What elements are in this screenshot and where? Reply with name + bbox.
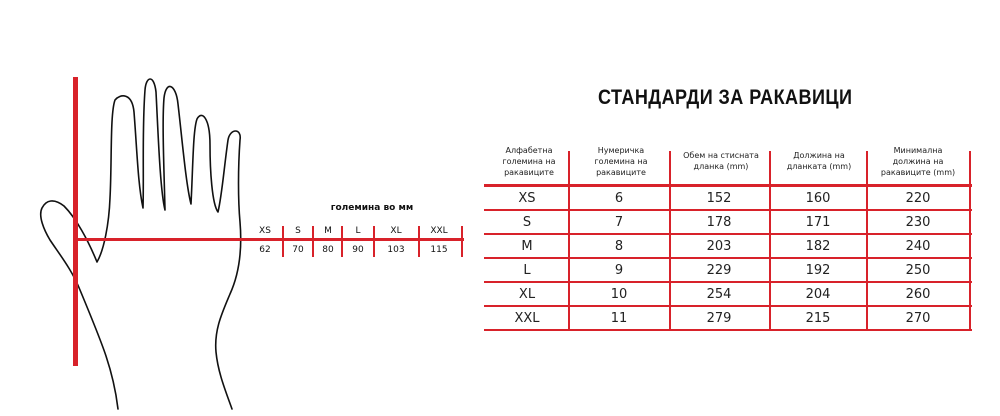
side-measure-bar — [73, 77, 78, 366]
scale-mm-value: 70 — [292, 245, 304, 255]
table-separator — [568, 151, 570, 331]
page-title: СТАНДАРДИ ЗА РАКАВИЦИ — [598, 86, 853, 109]
table-cell: 9 — [614, 263, 624, 278]
table-cell: XL — [518, 287, 536, 302]
table-cell: 254 — [706, 287, 732, 302]
scale-mm-value: 115 — [430, 245, 448, 255]
table-cell: 230 — [905, 215, 931, 230]
table-cell: M — [521, 239, 533, 254]
column-header-min-length: Минимална должина на ракавиците (mm) — [880, 145, 956, 177]
scale-mm-value: 62 — [259, 245, 271, 255]
table-cell: 260 — [905, 287, 931, 302]
scale-mm-value: 103 — [387, 245, 405, 255]
table-separator — [866, 151, 868, 331]
scale-size-label: M — [324, 226, 332, 236]
table-cell: 11 — [610, 311, 628, 326]
table-cell: 240 — [905, 239, 931, 254]
scale-size-label: XXL — [430, 226, 448, 236]
table-cell: XXL — [514, 311, 540, 326]
table-cell: 160 — [805, 191, 831, 206]
table-cell: 204 — [805, 287, 831, 302]
table-cell: XS — [518, 191, 536, 206]
table-cell: 279 — [706, 311, 732, 326]
table-cell: 10 — [610, 287, 628, 302]
table-cell: 182 — [805, 239, 831, 254]
table-cell: L — [523, 263, 531, 278]
table-cell: 192 — [805, 263, 831, 278]
table-cell: S — [522, 215, 532, 230]
scale-size-label: S — [295, 226, 301, 236]
column-header-palm-length: Должина на дланката (mm) — [786, 151, 852, 171]
scale-size-label: L — [355, 226, 361, 236]
table-cell: 270 — [905, 311, 931, 326]
table-cell: 220 — [905, 191, 931, 206]
table-cell: 229 — [706, 263, 732, 278]
table-cell: 178 — [706, 215, 732, 230]
table-cell: 250 — [905, 263, 931, 278]
table-cell: 171 — [805, 215, 831, 230]
scale-title: големина во мм — [330, 203, 414, 213]
scale-mm-value: 90 — [352, 245, 364, 255]
scale-size-label: XL — [390, 226, 402, 236]
table-cell: 215 — [805, 311, 831, 326]
table-separator — [969, 151, 971, 331]
column-header-numeric-size: Нумеричка големина на ракавиците — [594, 145, 648, 177]
table-cell: 8 — [614, 239, 624, 254]
scale-mm-value: 80 — [322, 245, 334, 255]
table-cell: 203 — [706, 239, 732, 254]
column-header-letter-size: Алфабетна големина на ракавиците — [502, 145, 556, 177]
scale-line — [78, 238, 464, 241]
table-cell: 7 — [614, 215, 624, 230]
table-separator — [769, 151, 771, 331]
table-cell: 6 — [614, 191, 624, 206]
table-separator — [669, 151, 671, 331]
column-header-circumference: Обем на стиснатa дланка (mm) — [683, 151, 759, 171]
size-standards-table — [484, 131, 972, 332]
table-cell: 152 — [706, 191, 732, 206]
scale-size-label: XS — [259, 226, 271, 236]
hand-outline — [41, 79, 241, 409]
